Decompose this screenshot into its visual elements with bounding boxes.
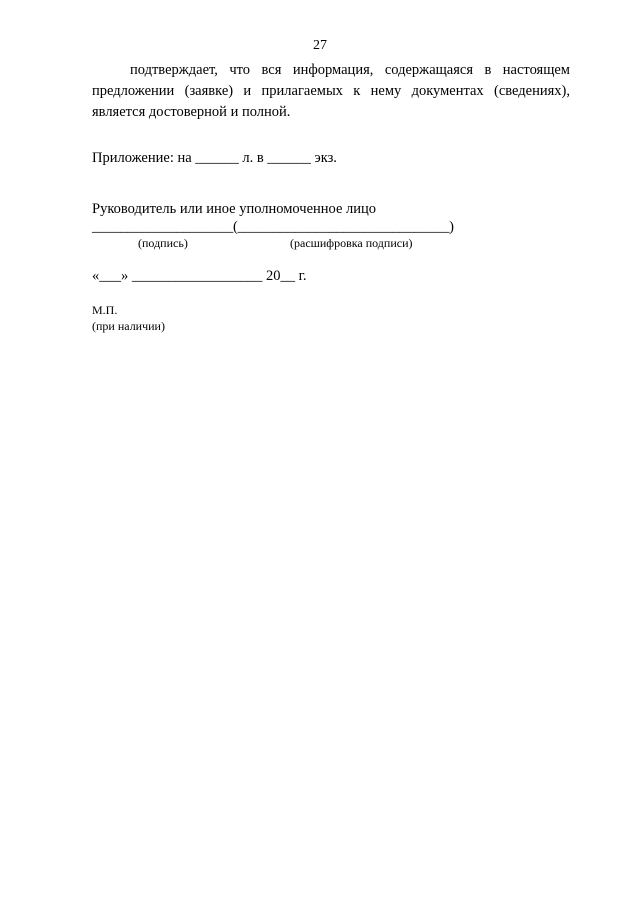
caption-signature-decode: (расшифровка подписи) [290,236,413,250]
stamp-mp: М.П. [92,303,118,317]
stamp-note: (при наличии) [92,319,165,333]
date-line: «___» __________________ 20__ г. [92,268,307,284]
stamp-block [92,302,165,334]
appendix-line: Приложение: на ______ л. в ______ экз. [92,150,337,166]
confirmation-text: подтверждает, что вся информация, содержащаяся в настоящем предложении (заявке) и прилагаемых к нему документах (сведениях), является достоверной и полной. [92,62,570,120]
caption-signature: (подпись) [138,236,188,250]
confirmation-paragraph [92,60,570,123]
signature-line: ____________________(______________________________) [92,219,454,235]
page-number: 27 [313,38,327,53]
manager-line: Руководитель или иное уполномоченное лицо [92,201,377,217]
